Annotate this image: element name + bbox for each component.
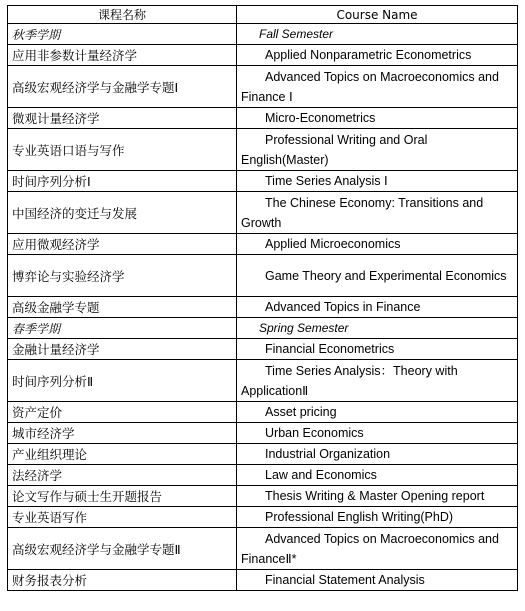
course-name-chinese: 资产定价 [8,402,237,423]
course-name-chinese: 高级宏观经济学与金融学专题Ⅱ [8,528,237,570]
course-name-english: Micro-Econometrics [265,111,376,125]
header-english-course-name: Course Name [237,6,518,24]
course-name-english: Professional English Writing(PhD) [265,510,454,524]
course-name-chinese: 高级宏观经济学与金融学专题Ⅰ [8,66,237,108]
semester-row [8,318,518,339]
table-row [8,339,518,360]
course-name-chinese: 法经济学 [8,465,237,486]
table-row [8,255,518,297]
course-name-english-cell [237,129,518,171]
semester-label-chinese: 春季学期 [8,318,237,339]
semester-label-english-cell [237,24,518,45]
course-name-english: Urban Economics [265,426,364,440]
course-name-chinese: 财务报表分析 [8,570,237,591]
course-name-chinese: 产业组织理论 [8,444,237,465]
table-row [8,108,518,129]
table-row [8,465,518,486]
table-row [8,507,518,528]
table-row [8,192,518,234]
table-row [8,66,518,108]
semester-label-chinese: 秋季学期 [8,24,237,45]
course-name-chinese: 微观计量经济学 [8,108,237,129]
table-row [8,423,518,444]
course-name-chinese: 应用微观经济学 [8,234,237,255]
course-name-english: The Chinese Economy: Transitions and Growth [241,195,484,230]
course-name-english-cell [237,465,518,486]
course-name-chinese: 专业英语写作 [8,507,237,528]
course-name-english: Applied Nonparametric Econometrics [265,48,472,62]
course-name-english-cell [237,234,518,255]
course-name-english: Thesis Writing & Master Opening report [265,489,485,503]
course-name-english-cell [237,45,518,66]
table-row [8,129,518,171]
semester-label-english: Spring Semester [259,321,349,335]
course-name-english-cell [237,423,518,444]
table-header-row [8,6,518,24]
course-name-english-cell [237,297,518,318]
course-table [7,5,518,591]
course-name-chinese: 论文写作与硕士生开题报告 [8,486,237,507]
course-name-english: Asset pricing [265,405,337,419]
course-name-chinese: 时间序列分析Ⅱ [8,360,237,402]
course-name-english: Industrial Organization [265,447,391,461]
course-name-english: Financial Statement Analysis [265,573,425,587]
header-chinese-course-name: 课程名称 [8,6,237,24]
course-name-english-cell [237,255,518,297]
course-name-english-cell [237,486,518,507]
table-row [8,528,518,570]
semester-label-english: Fall Semester [259,27,334,41]
course-name-english-cell [237,444,518,465]
course-name-english-cell [237,570,518,591]
course-name-english: Advanced Topics in Finance [265,300,421,314]
course-name-chinese: 应用非参数计量经济学 [8,45,237,66]
course-name-english-cell [237,192,518,234]
course-name-english-cell [237,402,518,423]
course-name-english: Law and Economics [265,468,377,482]
table-row [8,444,518,465]
table-body [8,24,518,591]
course-name-english-cell [237,108,518,129]
course-name-chinese: 专业英语口语与写作 [8,129,237,171]
table-row [8,45,518,66]
table-row [8,360,518,402]
course-name-chinese: 金融计量经济学 [8,339,237,360]
course-name-english: Applied Microeconomics [265,237,401,251]
course-name-chinese: 城市经济学 [8,423,237,444]
table-row [8,171,518,192]
course-name-chinese: 高级金融学专题 [8,297,237,318]
semester-label-english-cell [237,318,518,339]
course-name-english-cell [237,171,518,192]
course-name-english-cell [237,360,518,402]
course-name-english-cell [237,507,518,528]
course-name-english: Game Theory and Experimental Economics [265,268,507,283]
table-row [8,402,518,423]
table-row [8,570,518,591]
course-name-english-cell [237,66,518,108]
course-name-english: Professional Writing and Oral English(Master) [241,132,428,167]
course-name-english: Advanced Topics on Macroeconomics and Finance Ⅰ [241,69,499,104]
table-row [8,297,518,318]
course-name-chinese: 博弈论与实验经济学 [8,255,237,297]
course-name-english: Time Series Analysis：Theory with ApplicationⅡ [241,363,458,398]
course-name-english: Time Series Analysis Ⅰ [265,174,388,188]
course-name-chinese: 中国经济的变迁与发展 [8,192,237,234]
course-name-english-cell [237,339,518,360]
table-row [8,234,518,255]
table-row [8,486,518,507]
course-name-english: Advanced Topics on Macroeconomics and FinanceⅡ* [241,531,499,566]
course-name-english-cell [237,528,518,570]
semester-row [8,24,518,45]
course-name-english: Financial Econometrics [265,342,395,356]
course-name-chinese: 时间序列分析Ⅰ [8,171,237,192]
